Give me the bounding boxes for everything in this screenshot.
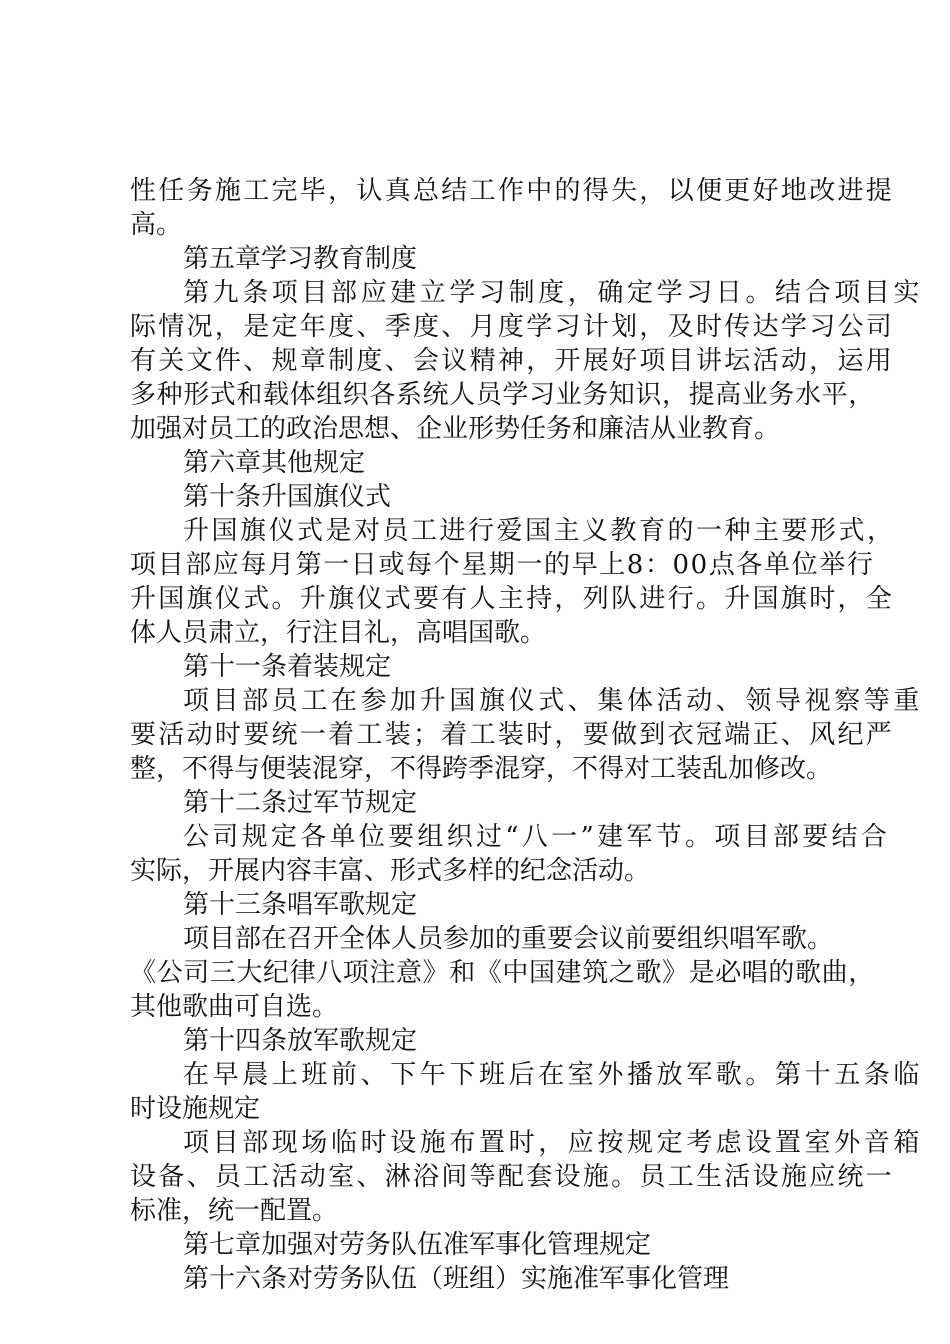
article-heading: 第十一条着装规定 xyxy=(183,652,392,682)
text-line: 高。 xyxy=(130,210,183,240)
article-heading: 第十三条唱军歌规定 xyxy=(183,890,418,920)
article-heading: 第十条升国旗仪式 xyxy=(183,482,392,512)
article-heading: 第十四条放军歌规定 xyxy=(183,1026,418,1056)
text-line: 其他歌曲可自选。 xyxy=(130,992,339,1022)
text-line: 设备、员工活动室、淋浴间等配套设施。员工生活设施应统一 xyxy=(130,1162,895,1192)
text-line: 项目部员工在参加升国旗仪式、集体活动、领导视察等重 xyxy=(183,686,924,716)
text-line: 加强对员工的政治思想、企业形势任务和廉洁从业教育。 xyxy=(130,414,781,444)
chapter-heading: 第五章学习教育制度 xyxy=(183,244,418,274)
text-line: 项目部现场临时设施布置时，应按规定考虑设置室外音箱 xyxy=(183,1128,924,1158)
text-line: 际情况，是定年度、季度、月度学习计划，及时传达学习公司 xyxy=(130,312,895,342)
text-line: 项目部应每月第一日或每个星期一的早上8：00点各单位举行 xyxy=(130,550,875,580)
text-line: 多种形式和载体组织各系统人员学习业务知识，提高业务水平， xyxy=(130,380,875,410)
text-line: 标准，统一配置。 xyxy=(130,1196,339,1226)
text-line: 公司规定各单位要组织过“八一”建军节。项目部要结合 xyxy=(183,822,891,852)
text-line: 项目部在召开全体人员参加的重要会议前要组织唱军歌。 xyxy=(183,924,834,954)
text-line: 实际，开展内容丰富、形式多样的纪念活动。 xyxy=(130,856,651,886)
article-heading: 第十六条对劳务队伍（班组）实施准军事化管理 xyxy=(183,1264,730,1294)
article-heading: 第十二条过军节规定 xyxy=(183,788,418,818)
text-line: 《公司三大纪律八项注意》和《中国建筑之歌》是必唱的歌曲， xyxy=(130,958,875,988)
text-line: 升国旗仪式是对员工进行爱国主义教育的一种主要形式， xyxy=(183,516,896,546)
text-line: 升国旗仪式。升旗仪式要有人主持，列队进行。升国旗时，全 xyxy=(130,584,895,614)
text-line: 性任务施工完毕，认真总结工作中的得失，以便更好地改进提 xyxy=(130,176,895,206)
text-line: 第九条项目部应建立学习制度，确定学习日。结合项目实 xyxy=(183,278,924,308)
chapter-heading: 第六章其他规定 xyxy=(183,448,366,478)
text-line: 体人员肃立，行注目礼，高唱国歌。 xyxy=(130,618,547,648)
chapter-heading: 第七章加强对劳务队伍准军事化管理规定 xyxy=(183,1230,652,1260)
text-line: 整，不得与便装混穿，不得跨季混穿，不得对工装乱加修改。 xyxy=(130,754,833,784)
text-line: 要活动时要统一着工装；着工装时，要做到衣冠端正、风纪严 xyxy=(130,720,895,750)
text-line: 在早晨上班前、下午下班后在室外播放军歌。第十五条临 xyxy=(183,1060,924,1090)
text-line: 有关文件、规章制度、会议精神，开展好项目讲坛活动，运用 xyxy=(130,346,895,376)
text-line: 时设施规定 xyxy=(130,1094,261,1124)
